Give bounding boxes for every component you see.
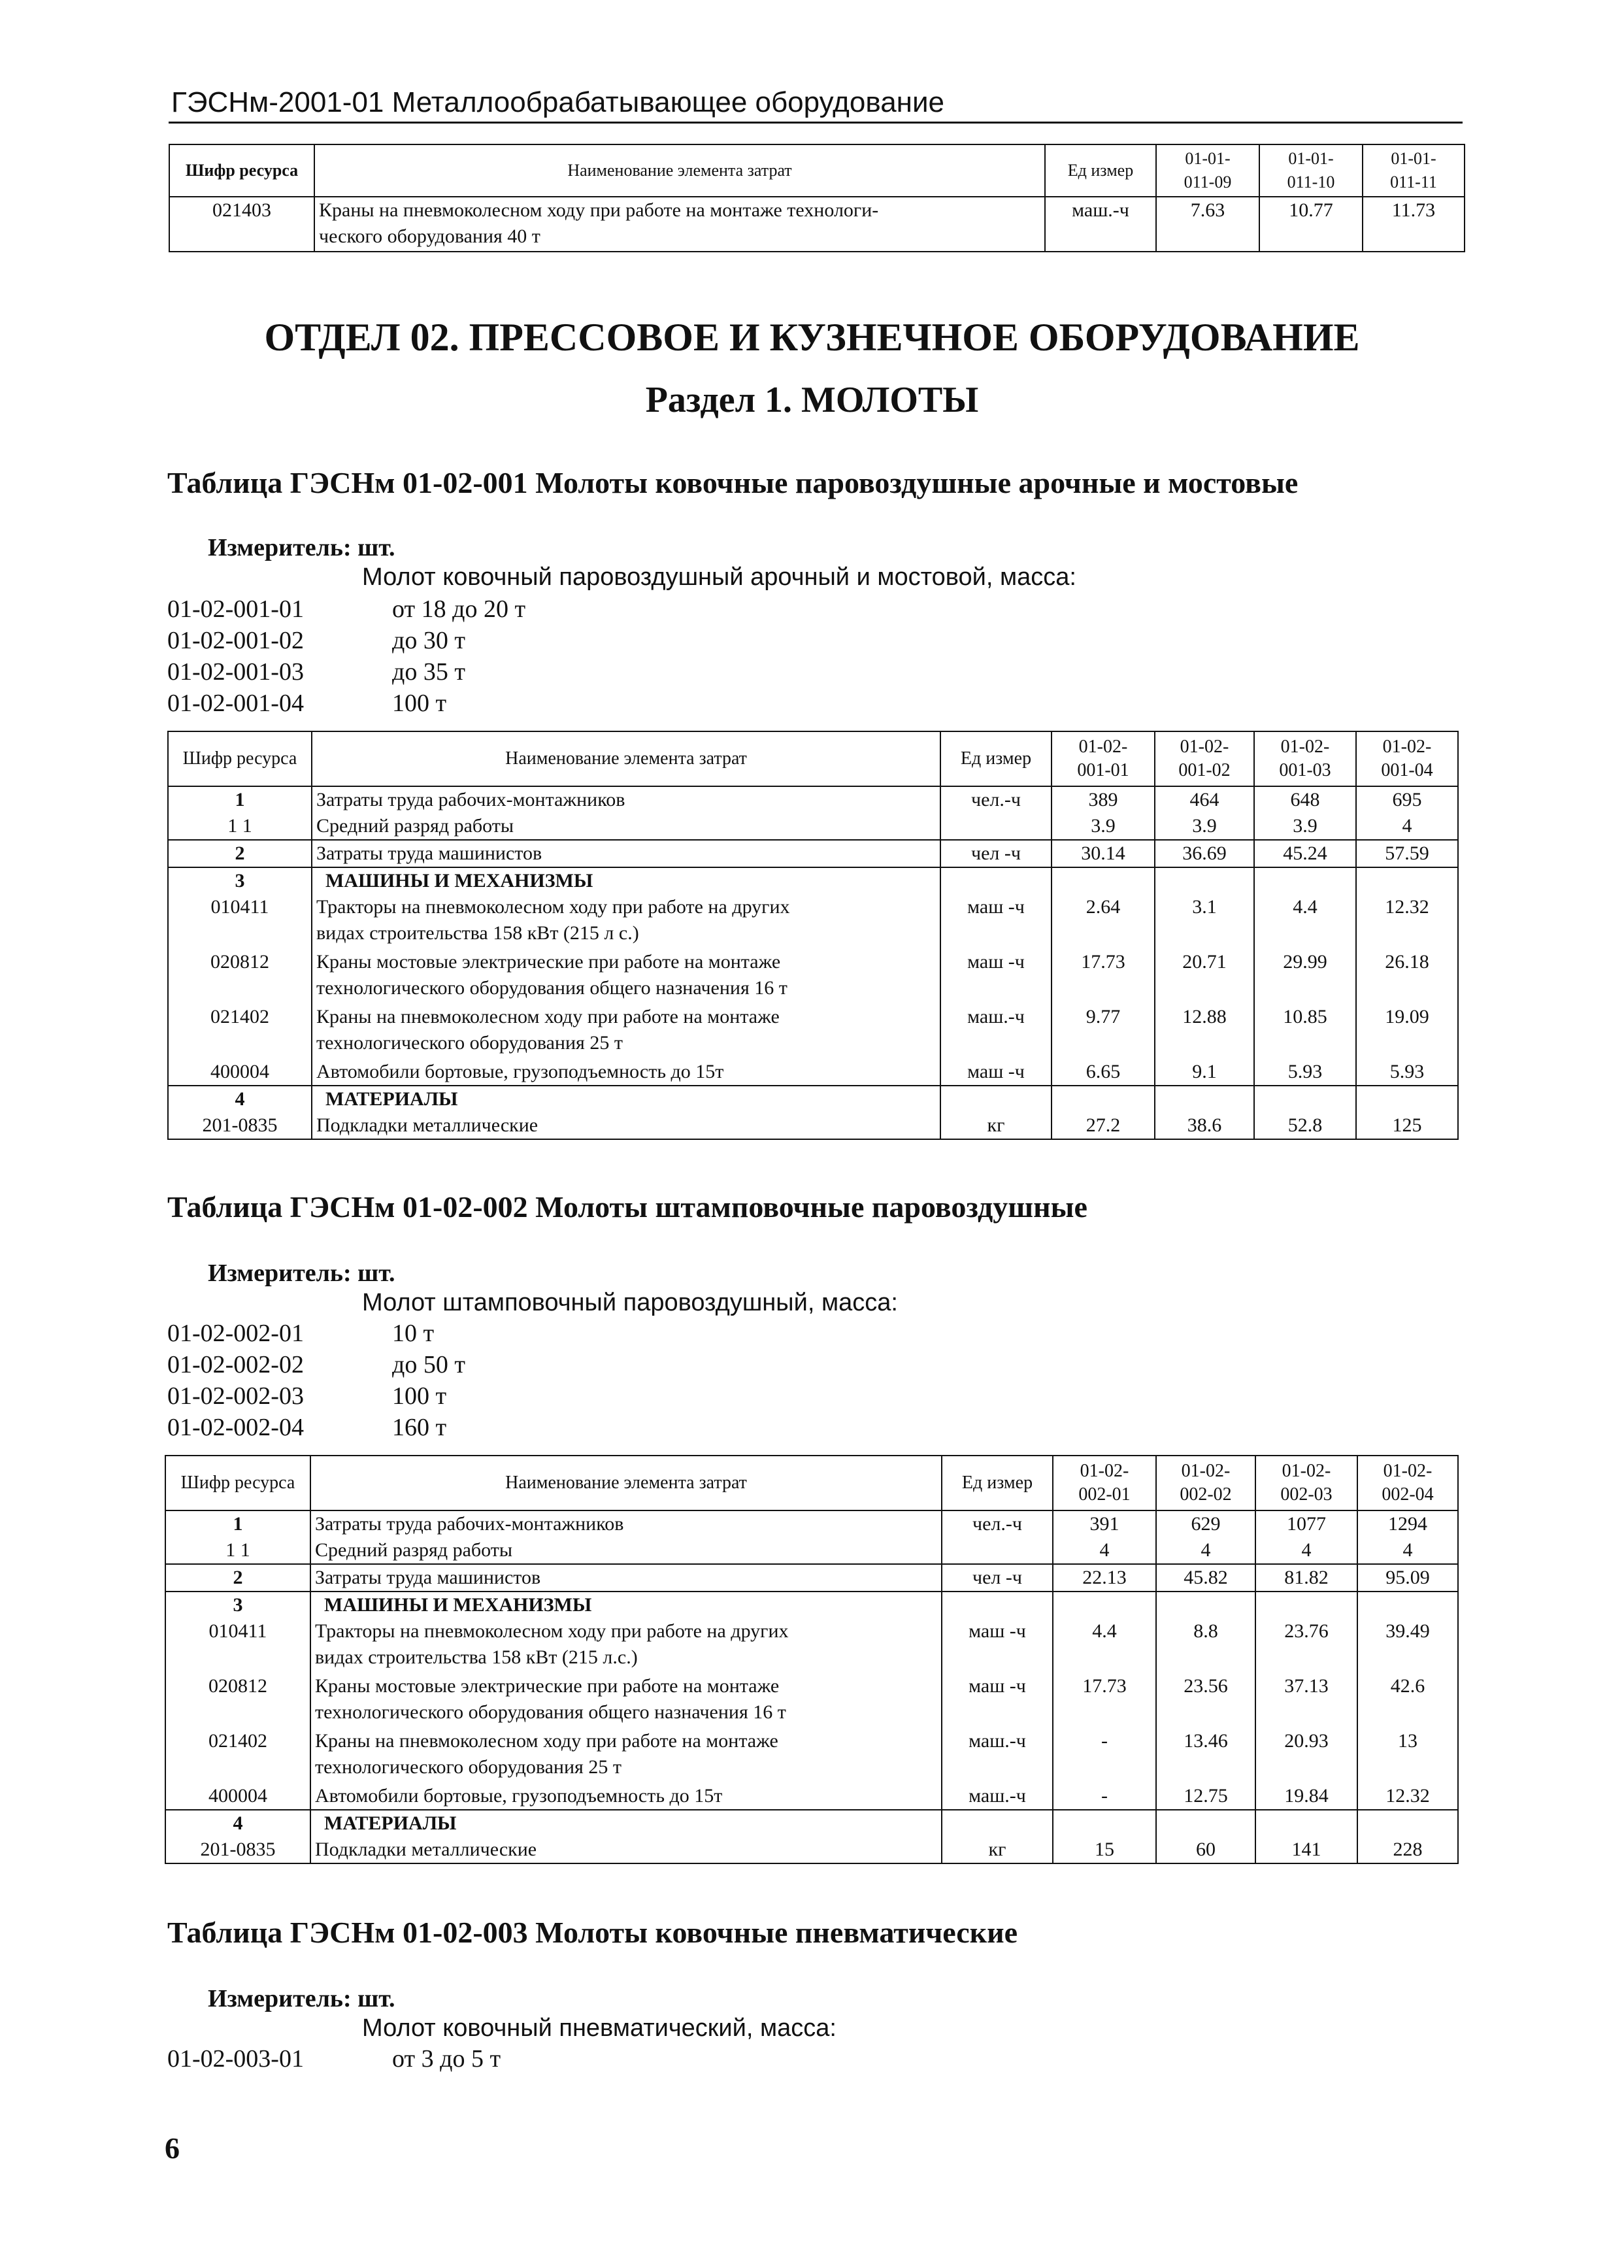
col-header-unit: Ед измер [1045, 144, 1156, 197]
col-header-c2: 01-02- 001-02 [1155, 731, 1254, 786]
col-header-c3: 01-02- 002-03 [1255, 1456, 1357, 1510]
table-row: 010411 Тракторы на пневмоколесном ходу при работе на других видах строительства 158 кВт (215 л с.) маш -ч 2.64 3.1 4.4 12.32 [168, 894, 1458, 949]
table-row: 201-0835 Подкладки металлические кг 27.2 38.6 52.8 125 [168, 1112, 1458, 1139]
col-header-c2: 01-01- 011-10 [1259, 144, 1363, 197]
col-header-name: Наименование элемента затрат [310, 1456, 942, 1510]
item-code: 01-02-002-02 [167, 1351, 304, 1378]
item-code: 01-02-002-01 [167, 1320, 304, 1347]
table-header [168, 731, 1458, 786]
item-description: Молот штамповочный паровоздушный, масса: [362, 1289, 898, 1316]
col-header-c4: 01-02- 002-04 [1357, 1456, 1458, 1510]
col-header-c1: 01-02- 002-01 [1053, 1456, 1156, 1510]
resource-table [167, 731, 1459, 1140]
item-value: до 30 т [392, 627, 465, 654]
table-row: 010411 Тракторы на пневмоколесном ходу при работе на других видах строительства 158 кВт (215 л.с.) маш -ч 4.4 8.8 23.76 39.49 [165, 1618, 1458, 1673]
col-header-c3: 01-02- 001-03 [1254, 731, 1356, 786]
measure-label: Измеритель: шт. [208, 1985, 395, 2012]
item-description: Молот ковочный пневматический, масса: [362, 2014, 837, 2042]
table-row: 3 МАШИНЫ И МЕХАНИЗМЫ [165, 1592, 1458, 1618]
section-title: ОТДЕЛ 02. ПРЕССОВОЕ И КУЗНЕЧНОЕ ОБОРУДОВАНИЕ [264, 316, 1360, 359]
table-row: 4 МАТЕРИАЛЫ [168, 1086, 1458, 1112]
table-row: 020812 Краны мостовые электрические при работе на монтаже технологического оборудования общего назначения 16 т маш -ч 17.73 20.71 29.99 26.18 [168, 949, 1458, 1004]
table-row: 2 Затраты труда машинистов чел -ч 22.13 45.82 81.82 95.09 [165, 1564, 1458, 1592]
col-header-name: Наименование элемента затрат [312, 731, 940, 786]
item-code: 01-02-003-01 [167, 2045, 304, 2073]
col-header-c1: 01-02- 001-01 [1052, 731, 1155, 786]
table-header [165, 1456, 1458, 1510]
col-header-c1: 01-01- 011-09 [1156, 144, 1259, 197]
table-row: 020812 Краны мостовые электрические при работе на монтаже технологического оборудования общего назначения 16 т маш -ч 17.73 23.56 37.13 42.6 [165, 1673, 1458, 1728]
cell-code: 021403 [169, 197, 314, 252]
item-code: 01-02-002-03 [167, 1382, 304, 1410]
measure-label: Измеритель: шт. [208, 1259, 395, 1287]
table-row: 1 1 Средний разряд работы 4 4 4 4 [165, 1537, 1458, 1564]
header-rule [169, 122, 1463, 124]
item-value: от 3 до 5 т [392, 2045, 501, 2073]
item-description: Молот ковочный паровоздушный арочный и мостовой, масса: [362, 563, 1076, 591]
cell-value: 10.77 [1259, 197, 1363, 252]
top-table [169, 144, 1465, 252]
item-code: 01-02-002-04 [167, 1414, 304, 1441]
item-value: 100 т [392, 1382, 447, 1410]
table-title: Таблица ГЭСНм 01-02-002 Молоты штамповочные паровоздушные [167, 1190, 1087, 1224]
col-header-unit: Ед измер [940, 731, 1052, 786]
item-value: 100 т [392, 690, 447, 717]
col-header-code: Шифр ресурса [169, 144, 314, 197]
item-code: 01-02-001-02 [167, 627, 304, 654]
subsection-title: Раздел 1. МОЛОТЫ [645, 380, 979, 420]
col-header-c3: 01-01- 011-11 [1363, 144, 1465, 197]
item-value: 10 т [392, 1320, 435, 1347]
table-row: 3 МАШИНЫ И МЕХАНИЗМЫ [168, 867, 1458, 894]
item-code: 01-02-001-04 [167, 690, 304, 717]
table-row: 400004 Автомобили бортовые, грузоподъемность до 15т маш.-ч - 12.75 19.84 12.32 [165, 1783, 1458, 1810]
cell-name: Краны на пневмоколесном ходу при работе на монтаже технологи- ческого оборудования 40 т [314, 197, 1045, 252]
item-value: 160 т [392, 1414, 447, 1441]
table-row: 2 Затраты труда машинистов чел -ч 30.14 36.69 45.24 57.59 [168, 840, 1458, 867]
page-number: 6 [165, 2131, 180, 2165]
col-header-c2: 01-02- 002-02 [1156, 1456, 1255, 1510]
table-row [169, 197, 1465, 252]
table-title: Таблица ГЭСНм 01-02-001 Молоты ковочные паровоздушные арочные и мостовые [167, 466, 1299, 499]
table-row: 1 Затраты труда рабочих-монтажников чел.-ч 391 629 1077 1294 [165, 1510, 1458, 1537]
item-value: до 35 т [392, 658, 465, 686]
col-header-code: Шифр ресурса [165, 1456, 310, 1510]
item-code: 01-02-001-01 [167, 595, 304, 623]
item-code: 01-02-001-03 [167, 658, 304, 686]
table-row: 021402 Краны на пневмоколесном ходу при работе на монтаже технологического оборудования 25 т маш.-ч 9.77 12.88 10.85 19.09 [168, 1004, 1458, 1059]
table-row: 1 Затраты труда рабочих-монтажников чел.-ч 389 464 648 695 [168, 786, 1458, 813]
table-row: 1 1 Средний разряд работы 3.9 3.9 3.9 4 [168, 813, 1458, 840]
page-header-title: ГЭСНм-2001-01 Металлообрабатывающее оборудование [171, 86, 945, 118]
table-row: 400004 Автомобили бортовые, грузоподъемность до 15т маш -ч 6.65 9.1 5.93 5.93 [168, 1059, 1458, 1086]
table-row: 201-0835 Подкладки металлические кг 15 60 141 228 [165, 1837, 1458, 1863]
col-header-code: Шифр ресурса [168, 731, 312, 786]
col-header-unit: Ед измер [942, 1456, 1053, 1510]
table-title: Таблица ГЭСНм 01-02-003 Молоты ковочные пневматические [167, 1916, 1018, 1949]
col-header-name: Наименование элемента затрат [314, 144, 1045, 197]
measure-label: Измеритель: шт. [208, 534, 395, 561]
item-value: до 50 т [392, 1351, 465, 1378]
resource-table [165, 1455, 1459, 1864]
col-header-c4: 01-02- 001-04 [1356, 731, 1458, 786]
cell-value: 7.63 [1156, 197, 1259, 252]
top-table-header [169, 144, 1465, 197]
table-row: 021402 Краны на пневмоколесном ходу при работе на монтаже технологического оборудования 25 т маш.-ч - 13.46 20.93 13 [165, 1728, 1458, 1783]
cell-unit: маш.-ч [1045, 197, 1156, 252]
item-value: от 18 до 20 т [392, 595, 526, 623]
cell-value: 11.73 [1363, 197, 1465, 252]
table-row: 4 МАТЕРИАЛЫ [165, 1810, 1458, 1837]
